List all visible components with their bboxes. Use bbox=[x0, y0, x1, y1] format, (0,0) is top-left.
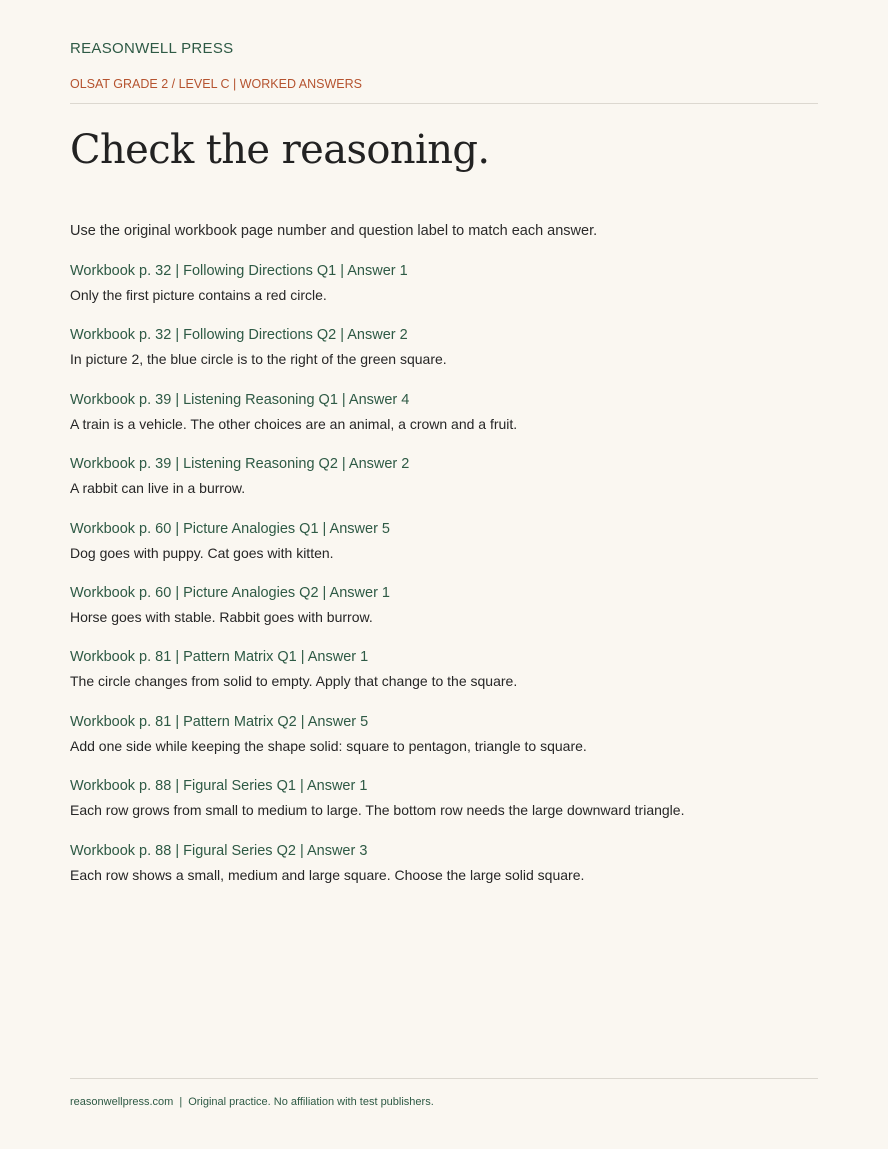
answer-explanation: In picture 2, the blue circle is to the right of the green square. bbox=[70, 351, 447, 368]
answer-item bbox=[70, 262, 818, 326]
answer-label: Workbook p. 81 | Pattern Matrix Q2 | Answer 5 bbox=[70, 713, 369, 730]
answer-label: Workbook p. 88 | Figural Series Q2 | Answer 3 bbox=[70, 842, 368, 859]
answer-item bbox=[70, 455, 818, 519]
answer-item bbox=[70, 520, 818, 584]
answer-label: Workbook p. 60 | Picture Analogies Q2 | Answer 1 bbox=[70, 584, 390, 601]
page-title: Check the reasoning. bbox=[70, 127, 490, 173]
answer-explanation: A rabbit can live in a burrow. bbox=[70, 480, 246, 497]
answer-item bbox=[70, 842, 818, 906]
answer-explanation: Only the first picture contains a red circle. bbox=[70, 287, 327, 303]
answer-item bbox=[70, 584, 818, 648]
answer-explanation: Dog goes with puppy. Cat goes with kitten. bbox=[70, 544, 334, 561]
answer-item bbox=[70, 326, 818, 390]
answer-explanation: Each row grows from small to medium to large. The bottom row needs the large downward triangle. bbox=[70, 802, 685, 819]
answer-explanation: Horse goes with stable. Rabbit goes with burrow. bbox=[70, 608, 373, 625]
answer-label: Workbook p. 39 | Listening Reasoning Q1 | Answer 4 bbox=[70, 391, 410, 408]
answer-item bbox=[70, 713, 818, 777]
answer-explanation: Each row shows a small, medium and large square. Choose the large solid square. bbox=[70, 866, 585, 883]
answer-label: Workbook p. 32 | Following Directions Q1 | Answer 1 bbox=[70, 263, 408, 279]
answer-item bbox=[70, 391, 818, 455]
answer-label: Workbook p. 60 | Picture Analogies Q1 | Answer 5 bbox=[70, 520, 390, 537]
answer-label: Workbook p. 39 | Listening Reasoning Q2 | Answer 2 bbox=[70, 456, 410, 473]
worked-answers-page bbox=[70, 0, 818, 1149]
footer-site-link[interactable]: reasonwellpress.com bbox=[70, 1096, 174, 1108]
document-subtitle: OLSAT GRADE 2 / LEVEL C | WORKED ANSWERS bbox=[70, 77, 362, 91]
answer-label: Workbook p. 88 | Figural Series Q1 | Answer 1 bbox=[70, 778, 368, 795]
answer-list bbox=[70, 262, 818, 906]
brand-name: REASONWELL PRESS bbox=[70, 40, 234, 57]
footer-divider bbox=[70, 1078, 818, 1079]
answer-label: Workbook p. 81 | Pattern Matrix Q1 | Answer 1 bbox=[70, 649, 369, 666]
answer-label: Workbook p. 32 | Following Directions Q2 | Answer 2 bbox=[70, 327, 408, 344]
answer-explanation: The circle changes from solid to empty. Apply that change to the square. bbox=[70, 673, 518, 690]
answer-explanation: A train is a vehicle. The other choices are an animal, a crown and a fruit. bbox=[70, 415, 518, 432]
answer-item bbox=[70, 648, 818, 712]
footer bbox=[70, 1095, 434, 1109]
answer-item bbox=[70, 777, 818, 841]
header-divider bbox=[70, 103, 818, 104]
footer-separator: | bbox=[179, 1096, 183, 1108]
intro-text: Use the original workbook page number and question label to match each answer. bbox=[70, 223, 598, 239]
answer-explanation: Add one side while keeping the shape solid: square to pentagon, triangle to square. bbox=[70, 737, 587, 754]
footer-disclaimer: Original practice. No affiliation with test publishers. bbox=[188, 1096, 434, 1108]
